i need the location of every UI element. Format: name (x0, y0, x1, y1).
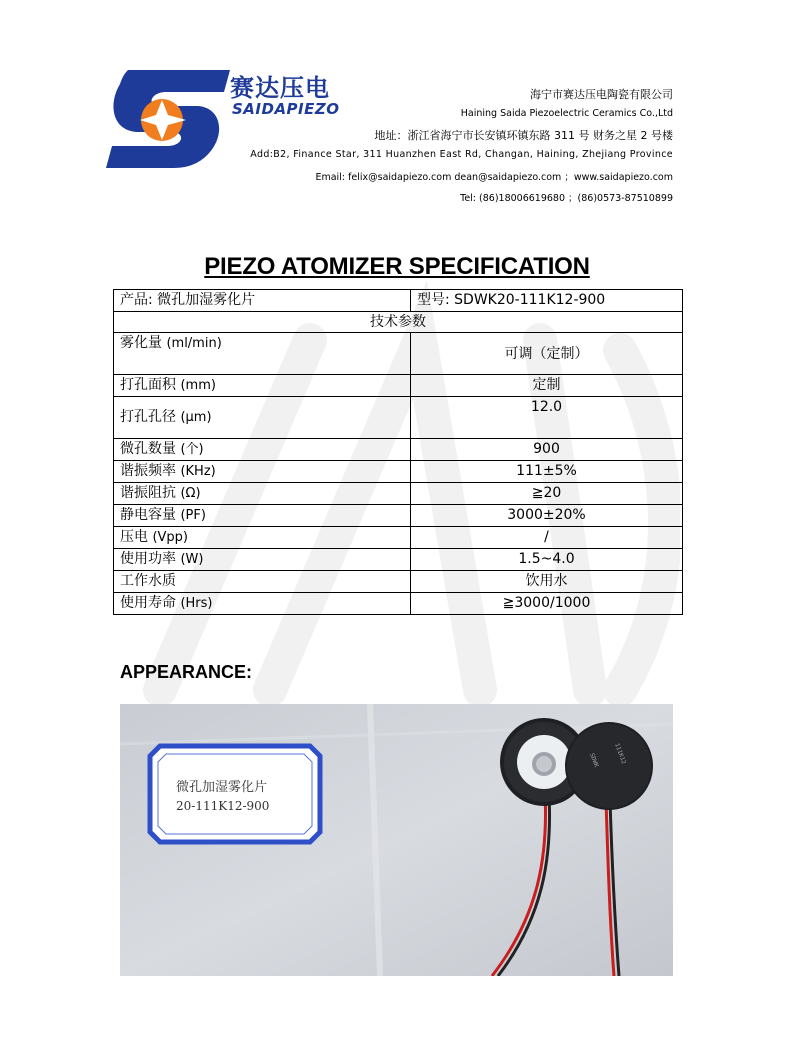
spec-label: 静电容量 (PF) (114, 505, 411, 527)
tag-text-line2: 20-111K12-900 (176, 799, 270, 813)
spec-value: 定制 (411, 375, 683, 397)
product-photo (120, 704, 673, 976)
spec-label: 微孔数量 (个) (114, 439, 411, 461)
appearance-heading: APPEARANCE: (120, 662, 253, 682)
spec-label: 工作水质 (114, 571, 411, 593)
tag-text-line1: 微孔加湿雾化片 (176, 780, 268, 795)
spec-label: 雾化量 (ml/min) (114, 333, 411, 375)
model-cell: 型号: SDWK20-111K12-900 (411, 290, 683, 312)
atomizer-disc-back (565, 722, 653, 810)
spec-label: 使用功率 (W) (114, 549, 411, 571)
svg-text:111K12: 111K12 (613, 742, 628, 766)
product-cell: 产品: 微孔加湿雾化片 (114, 290, 411, 312)
spec-table (113, 289, 683, 615)
spec-label: 谐振频率 (KHz) (114, 461, 411, 483)
spec-label: 压电 (Vpp) (114, 527, 411, 549)
spec-value: 饮用水 (411, 571, 683, 593)
spec-value: 1.5~4.0 (411, 549, 683, 571)
company-name-cn: 海宁市赛达压电陶瓷有限公司 (530, 88, 673, 101)
section-header: 技术参数 (114, 312, 683, 333)
spec-value: 可调（定制） (411, 333, 683, 375)
spec-value: ≧20 (411, 483, 683, 505)
document-title: PIEZO ATOMIZER SPECIFICATION (204, 253, 590, 280)
company-name-en: Haining Saida Piezoelectric Ceramics Co.,Ltd (460, 108, 673, 119)
spec-label: 谐振阻抗 (Ω) (114, 483, 411, 505)
spec-value: / (411, 527, 683, 549)
brand-name-en: SAIDAPIEZO (232, 100, 340, 118)
company-tel: Tel: (86)18006619680 ；(86)0573-87510899 (460, 193, 673, 204)
spec-label: 使用寿命 (Hrs) (114, 593, 411, 615)
spec-label: 打孔面积 (mm) (114, 375, 411, 397)
spec-value: 900 (411, 439, 683, 461)
svg-text:SDWK: SDWK (588, 752, 600, 769)
company-email: Email: felix@saidapiezo.com dean@saidapiezo.com ；www.saidapiezo.com (315, 172, 673, 183)
saidapiezo-logo-icon (106, 70, 230, 168)
label-tag (150, 746, 320, 842)
spec-value: 3000±20% (411, 505, 683, 527)
spec-value: 111±5% (411, 461, 683, 483)
spec-value: ≧3000/1000 (411, 593, 683, 615)
company-address-en: Add:B2, Finance Star, 311 Huanzhen East Rd, Changan, Haining, Zhejiang Province (250, 149, 673, 160)
spec-value: 12.0 (411, 397, 683, 439)
company-address-cn: 地址：浙江省海宁市长安镇环镇东路 311 号 财务之星 2 号楼 (374, 129, 673, 142)
brand-name-cn: 赛达压电 (230, 74, 330, 102)
spec-label: 打孔孔径 (μm) (114, 397, 411, 439)
